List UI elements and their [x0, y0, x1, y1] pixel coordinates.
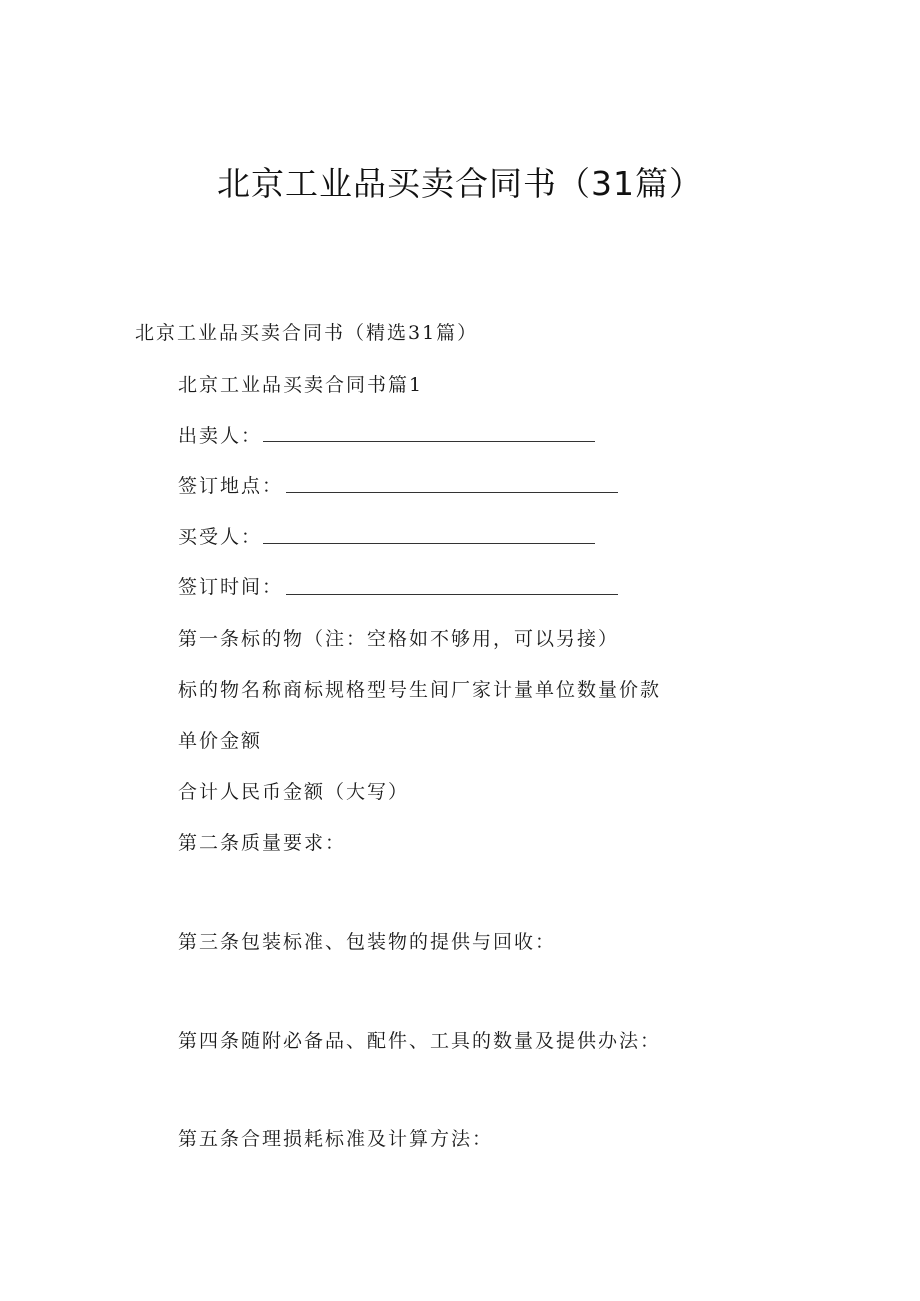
field-seller-label: 出卖人： [178, 425, 263, 447]
field-signing-time [178, 569, 283, 599]
field-seller [178, 418, 262, 448]
paragraph-article-3: 第三条包装标准、包装物的提供与回收： [178, 931, 557, 953]
field-signing-time-blank[interactable] [286, 594, 618, 595]
document-title: 北京工业品买卖合同书（31篇） [217, 164, 703, 203]
field-signing-place-blank[interactable] [286, 492, 618, 493]
paragraph-article-4: 第四条随附必备品、配件、工具的数量及提供办法： [178, 1030, 662, 1052]
field-signing-place-label: 签订地点： [178, 475, 284, 497]
paragraph-item-columns: 标的物名称商标规格型号生间厂家计量单位数量价款 [178, 679, 662, 701]
field-signing-place [178, 468, 283, 498]
field-signing-time-label: 签订时间： [178, 576, 284, 598]
field-buyer-blank[interactable] [263, 543, 595, 544]
paragraph-article-1: 第一条标的物（注：空格如不够用，可以另接） [178, 628, 620, 650]
document-subtitle: 北京工业品买卖合同书（精选31篇） [135, 322, 479, 344]
paragraph-total-amount: 合计人民币金额（大写） [178, 781, 410, 803]
field-buyer [178, 519, 262, 549]
paragraph-unit-price: 单价金额 [178, 730, 263, 752]
paragraph-article-2: 第二条质量要求： [178, 832, 347, 854]
field-buyer-label: 买受人： [178, 526, 263, 548]
section-heading: 北京工业品买卖合同书篇1 [178, 374, 424, 396]
field-seller-blank[interactable] [263, 441, 595, 442]
paragraph-article-5: 第五条合理损耗标准及计算方法： [178, 1128, 494, 1150]
